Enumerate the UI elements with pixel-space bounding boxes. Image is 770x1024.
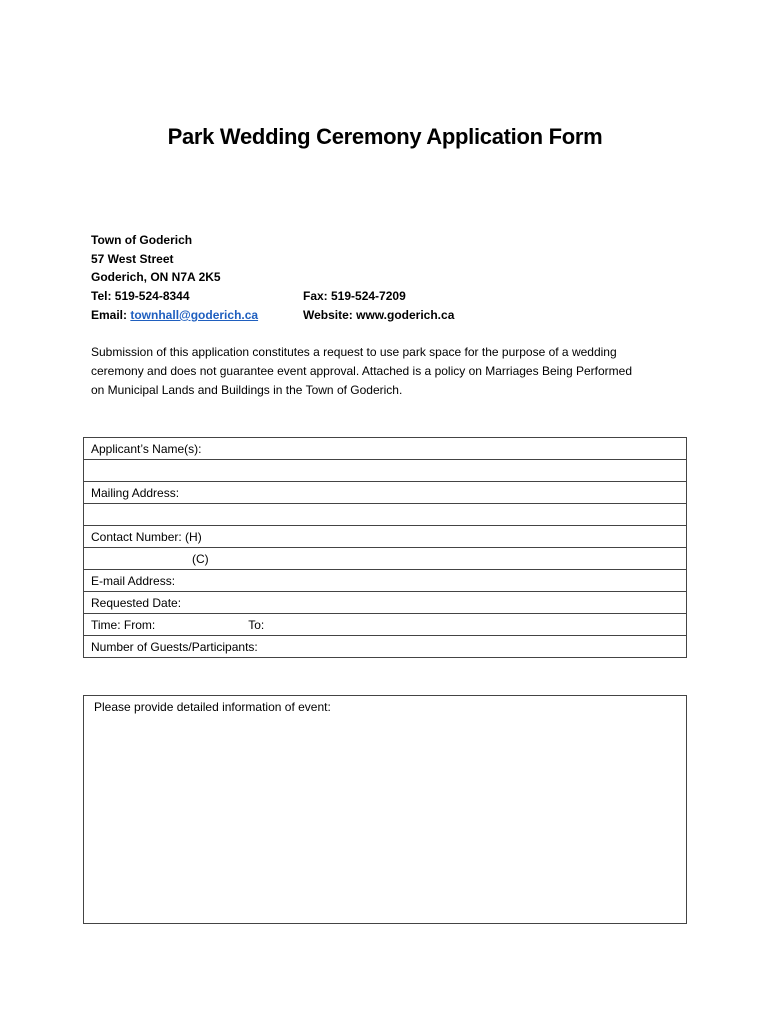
org-name: Town of Goderich — [91, 233, 193, 247]
mailing-address-label: Mailing Address: — [84, 482, 687, 504]
page-title: Park Wedding Ceremony Application Form — [167, 124, 603, 149]
intro-line: ceremony and does not guarantee event approval. Attached is a policy on Marriages Being Performed — [91, 364, 632, 378]
event-details-box[interactable] — [83, 695, 687, 924]
telephone: Tel: 519-524-8344 — [91, 289, 190, 304]
table-row — [84, 614, 687, 636]
contact-block — [91, 231, 455, 324]
intro-line: Submission of this application constitutes a request to use park space for the purpose of a wedding — [91, 345, 617, 359]
table-row — [84, 460, 687, 482]
street-address: 57 West Street — [91, 251, 174, 266]
applicant-name-field[interactable] — [84, 460, 687, 482]
email-link[interactable]: townhall@goderich.ca — [130, 307, 259, 322]
application-table — [83, 437, 687, 658]
requested-date-field[interactable] — [84, 592, 687, 614]
email-address-field[interactable] — [84, 570, 687, 592]
table-row — [84, 592, 687, 614]
table-row — [84, 548, 687, 570]
intro-paragraph — [91, 343, 681, 400]
email-address-label: E-mail Address: — [91, 573, 176, 588]
time-from-label: Time: From: — [91, 617, 156, 632]
city-postal: Goderich, ON N7A 2K5 — [91, 270, 221, 285]
table-row — [84, 482, 687, 504]
event-details-label: Please provide detailed information of event: — [94, 700, 331, 714]
table-row — [84, 504, 687, 526]
fax: Fax: 519-524-7209 — [303, 289, 406, 304]
contact-home-field[interactable] — [84, 526, 687, 548]
contact-cell-field[interactable] — [84, 548, 687, 570]
website: Website: www.goderich.ca — [303, 307, 455, 322]
guests-field[interactable] — [84, 636, 687, 658]
email-label: Email: — [91, 307, 128, 322]
guests-label: Number of Guests/Participants: — [91, 639, 258, 654]
contact-home-label: Contact Number: (H) — [91, 529, 202, 544]
mailing-address-field[interactable] — [84, 504, 687, 526]
table-row — [84, 570, 687, 592]
intro-line: on Municipal Lands and Buildings in the Town of Goderich. — [91, 383, 403, 397]
applicant-name-label: Applicant’s Name(s): — [84, 438, 687, 460]
time-field[interactable] — [84, 614, 687, 636]
table-row — [84, 438, 687, 460]
requested-date-label: Requested Date: — [91, 595, 182, 610]
table-row — [84, 526, 687, 548]
time-to-label: To: — [248, 617, 265, 632]
contact-cell-label: (C) — [192, 551, 209, 566]
table-row — [84, 636, 687, 658]
